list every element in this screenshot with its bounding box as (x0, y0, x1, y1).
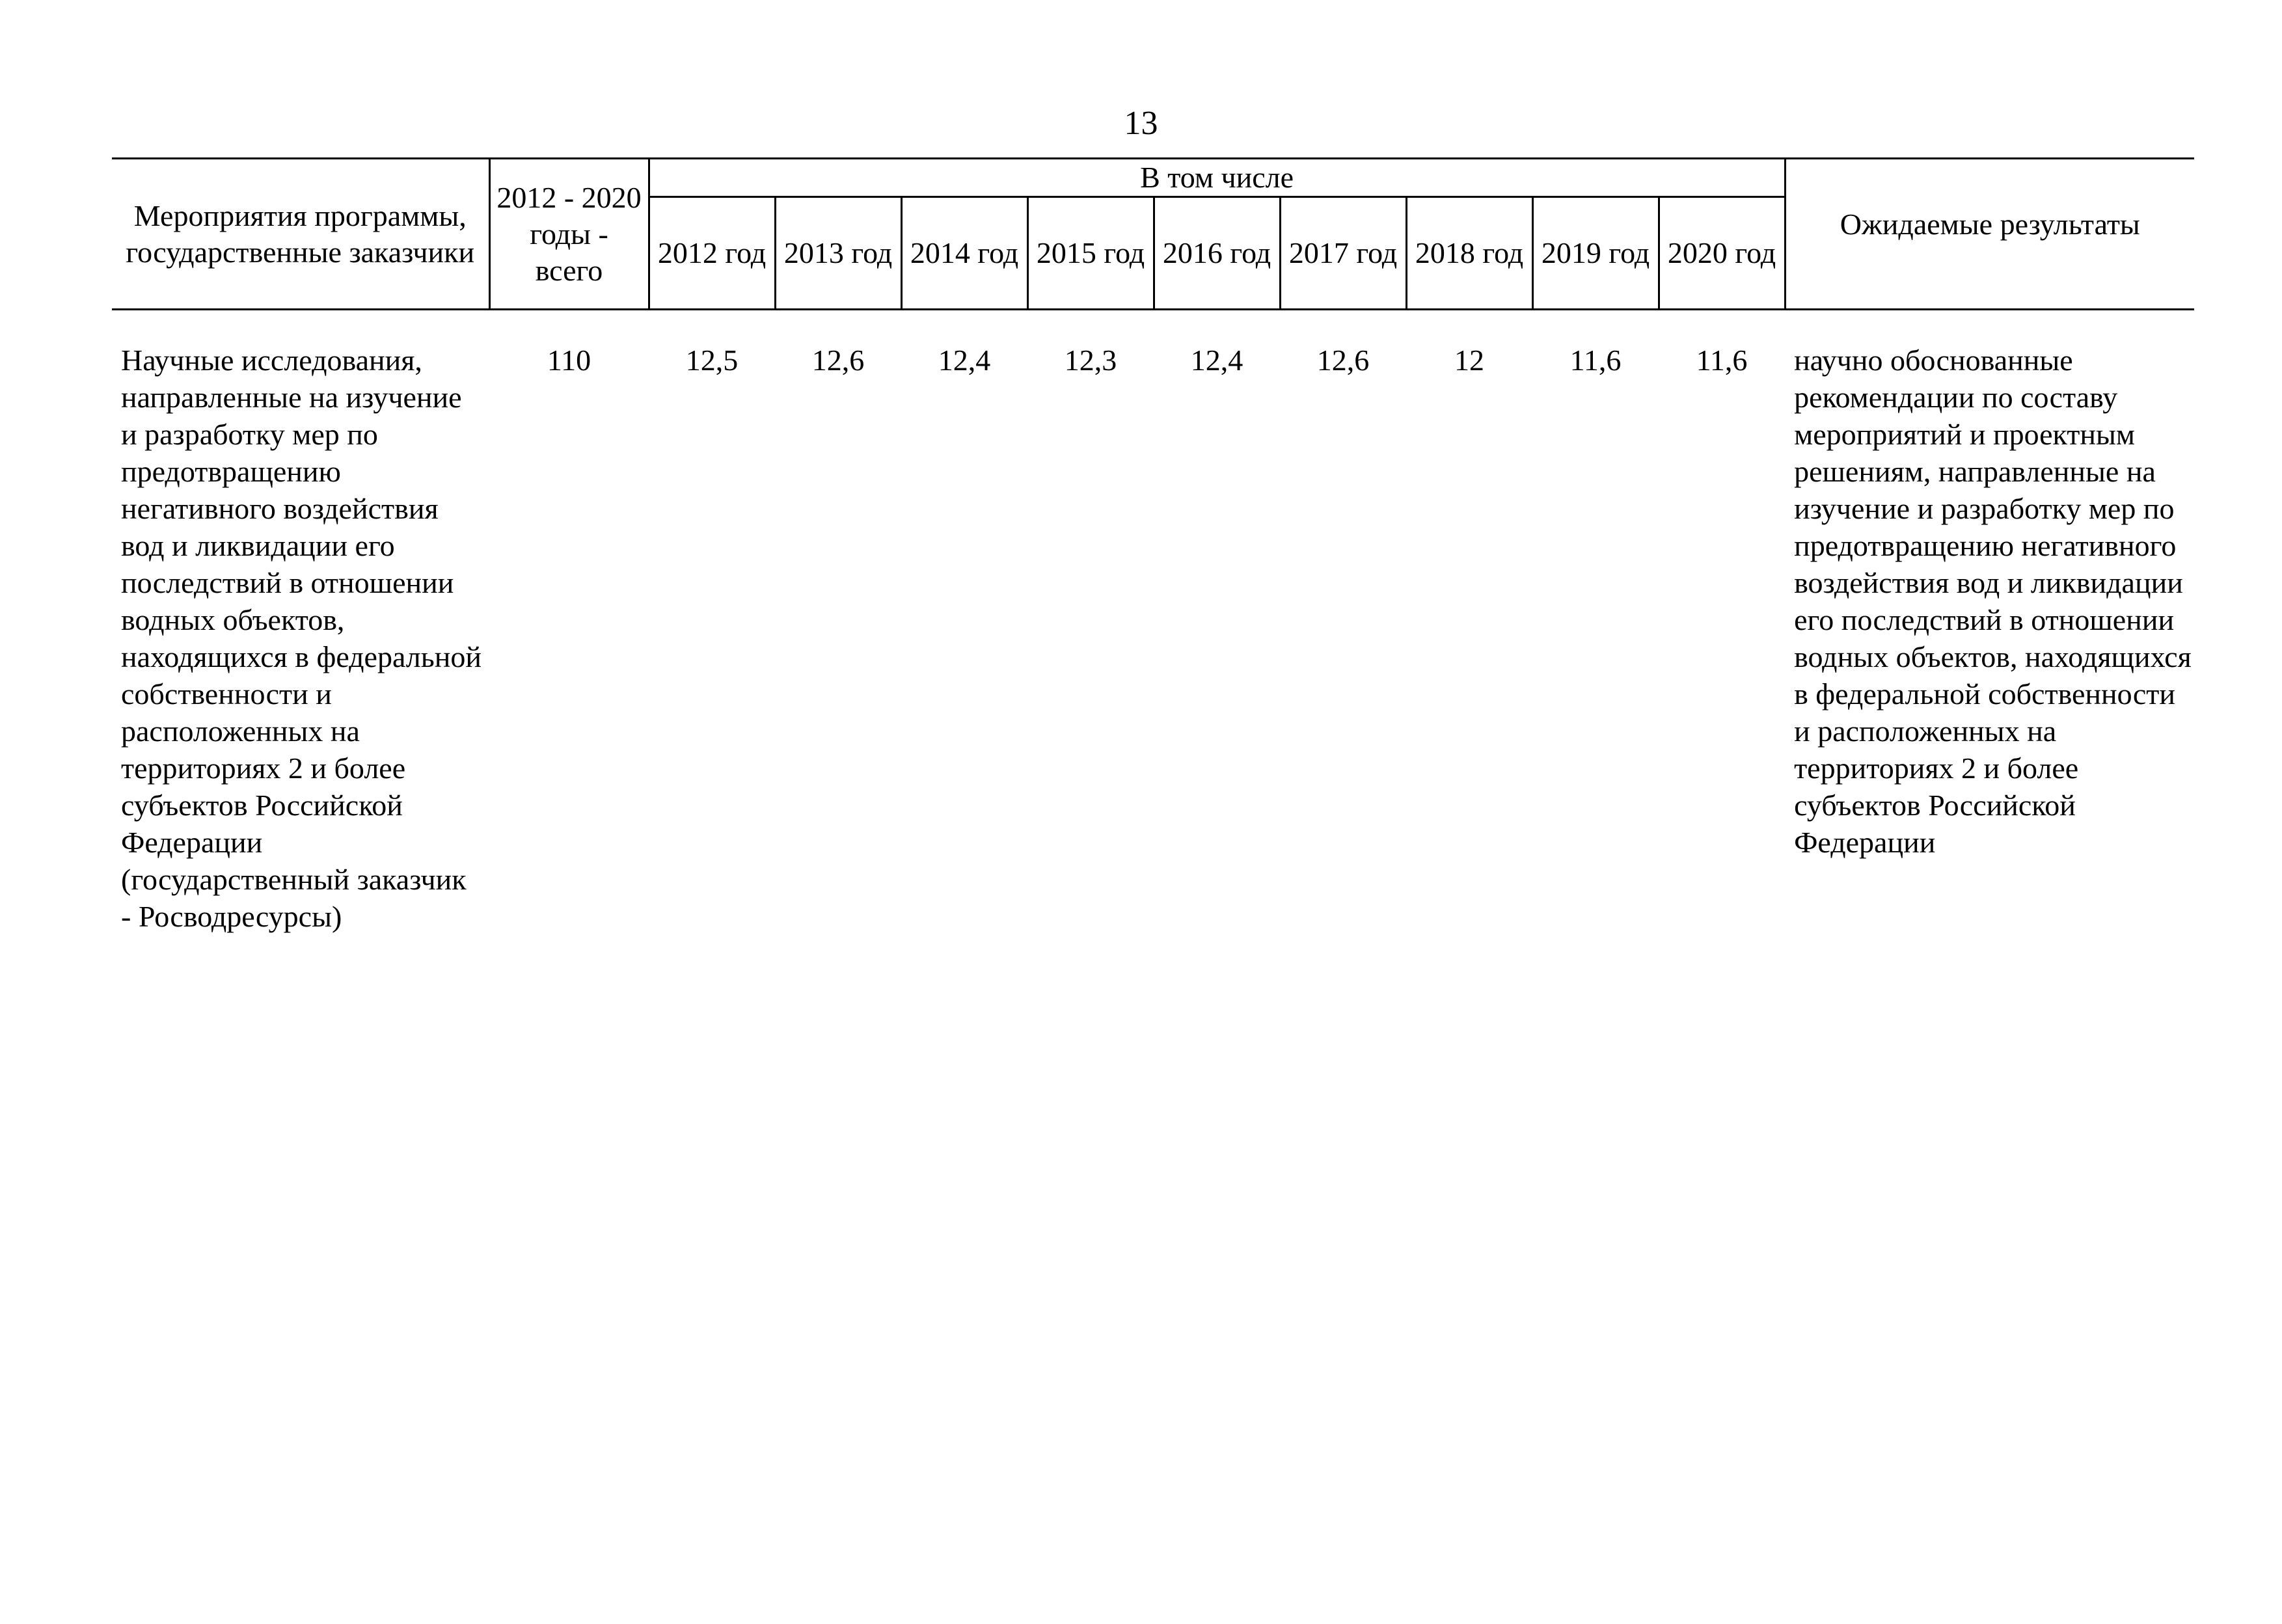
header-year-2018: 2018 год (1406, 197, 1532, 310)
total-cell: 110 (547, 344, 591, 377)
results-cell: научно обоснованные рекомендации по составу мероприятий и проектным решениям, направленные на изучение и разработку мер по предотвращению негативного воздействия вод и ликвидации его последствий в отношении водных объектов, находящихся в федеральной собственности и расположенных на территориях 2 и более субъектов Российской Федерации (1794, 344, 2192, 859)
value-2020-cell: 11,6 (1696, 344, 1748, 377)
value-2017-cell: 12,6 (1316, 344, 1370, 377)
header-year-2016: 2016 год (1154, 197, 1280, 310)
table-header (112, 159, 2194, 310)
page-number: 13 (1124, 105, 1158, 142)
header-group-including: В том числе (649, 159, 1785, 197)
table-row (112, 342, 2194, 935)
value-2015-cell: 12,3 (1064, 344, 1117, 377)
value-2012-cell: 12,5 (685, 344, 739, 377)
header-year-2014: 2014 год (901, 197, 1027, 310)
value-2016-cell: 12,4 (1190, 344, 1243, 377)
header-total: 2012 - 2020 годы - всего (489, 159, 649, 310)
header-measures: Мероприятия программы, государственные заказчики (112, 159, 489, 310)
header-year-2019: 2019 год (1532, 197, 1659, 310)
header-results: Ожидаемые результаты (1785, 159, 2194, 310)
header-year-2017: 2017 год (1280, 197, 1406, 310)
value-2014-cell: 12,4 (938, 344, 991, 377)
value-2013-cell: 12,6 (811, 344, 865, 377)
measure-cell: Научные исследования, направленные на изучение и разработку мер по предотвращению негативного воздействия вод и ликвидации его последствий в отношении водных объектов, находящихся в федеральной собственности и расположенных на территориях 2 и более субъектов Российской Федерации (государственный заказчик - Росводресурсы) (121, 344, 482, 933)
program-measures-table (112, 157, 2194, 935)
header-year-2020: 2020 год (1659, 197, 1785, 310)
table-body (112, 310, 2194, 936)
header-year-2015: 2015 год (1027, 197, 1154, 310)
value-2018-cell: 12 (1454, 344, 1484, 377)
header-year-2012: 2012 год (649, 197, 775, 310)
value-2019-cell: 11,6 (1569, 344, 1622, 377)
header-year-2013: 2013 год (775, 197, 901, 310)
